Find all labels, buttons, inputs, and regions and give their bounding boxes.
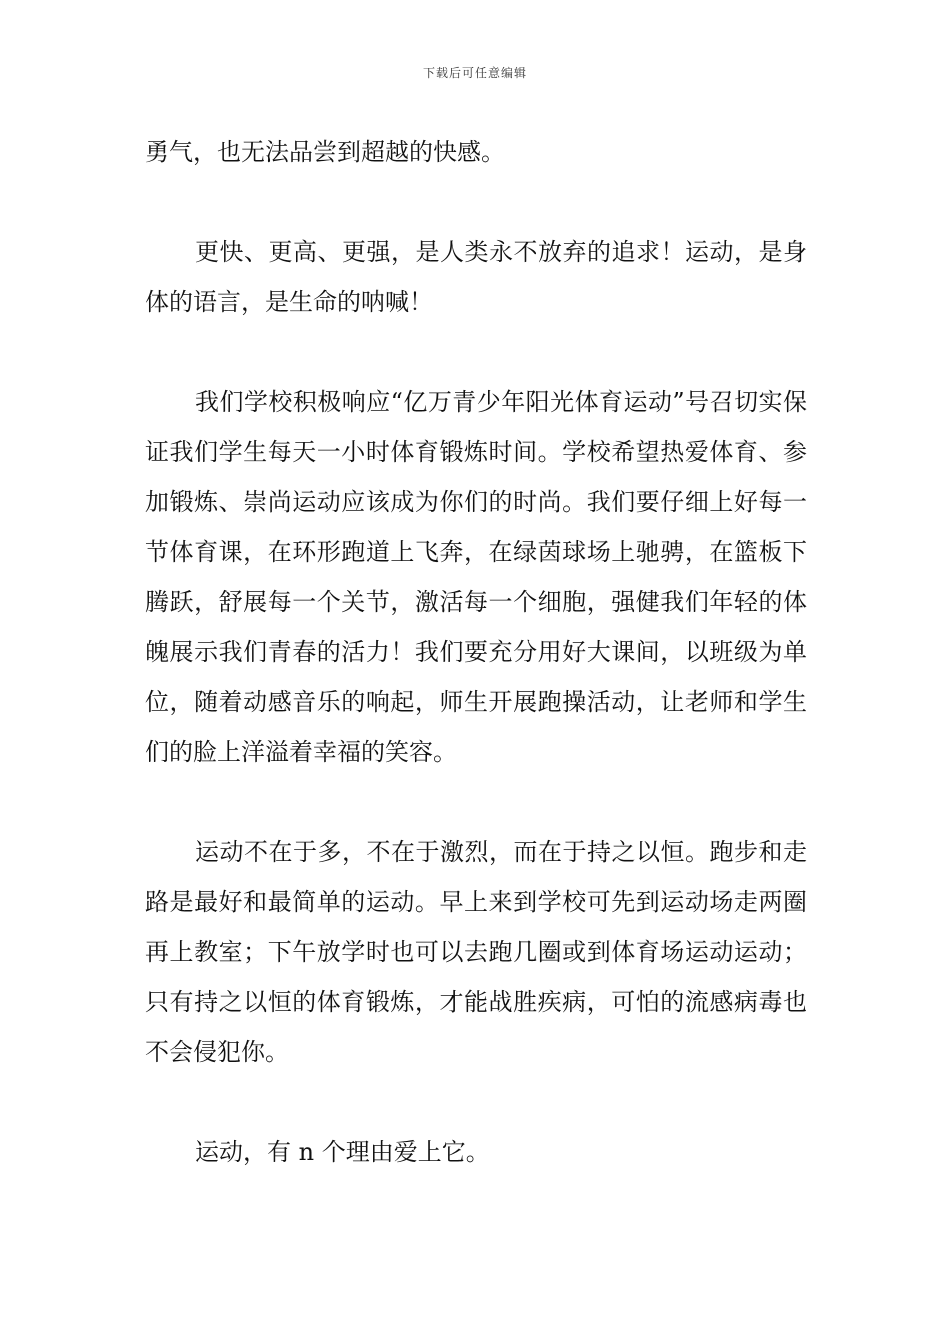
paragraph-spacer <box>145 1077 807 1127</box>
paragraph-spacer <box>145 777 807 827</box>
paragraph-4: 运动不在于多，不在于激烈，而在于持之以恒。跑步和走路是最好和最简单的运动。早上来到学校可先到运动场走两圈再上教室；下午放学时也可以去跑几圈或到体育场运动运动；只有持之以恒的体育锻炼，才能战胜疾病，可怕的流感病毒也不会侵犯你。 <box>145 838 807 1066</box>
page-header: 下载后可任意编辑 <box>422 66 527 80</box>
paragraph-spacer <box>145 327 807 377</box>
paragraph-3: 我们学校积极响应“亿万青少年阳光体育运动”号召切实保证我们学生每天一小时体育锻炼时间。学校希望热爱体育、参加锻炼、崇尚运动应该成为你们的时尚。我们要仔细上好每一节体育课，在环形跑道上飞奔，在绿茵球场上驰骋，在篮板下腾跃，舒展每一个关节，激活每一个细胞，强健我们年轻的体魄展示我们青春的活力！我们要充分用好大课间，以班级为单位，随着动感音乐的响起，师生开展跑操活动，让老师和学生们的脸上洋溢着幸福的笑容。 <box>145 388 807 766</box>
paragraph-5: 运动，有 n 个理由爱上它。 <box>195 1138 490 1166</box>
paragraph-2: 更快、更高、更强，是人类永不放弃的追求！运动，是身体的语言，是生命的呐喊！ <box>145 238 807 316</box>
document-body <box>145 127 807 1177</box>
paragraph-spacer <box>145 177 807 227</box>
paragraph-1: 勇气，也无法品尝到超越的快感。 <box>145 138 505 166</box>
